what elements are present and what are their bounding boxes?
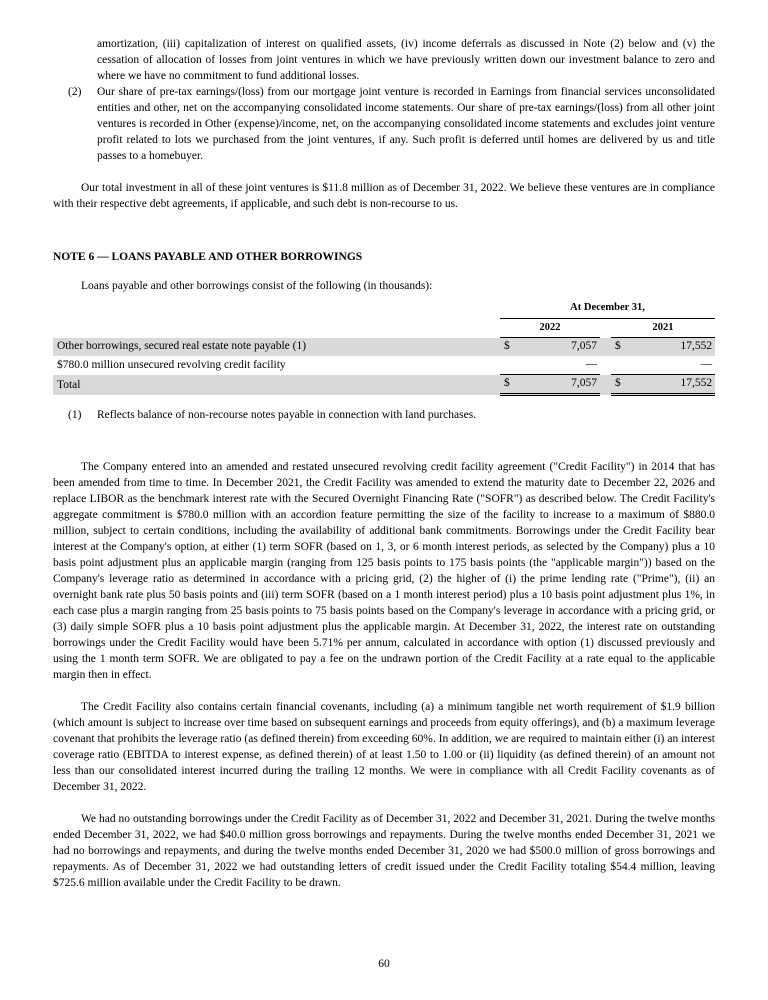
value-2021: — (627, 356, 715, 375)
paragraph-credit-facility: The Company entered into an amended and restated unsecured revolving credit facility agreement ("Credit Facility") in 2014 that has been amended from time to time. In December 2021, the Credit Facility was amended to extend the maturity date to December 22, 2026 and replace LIBOR as the benchmark interest rate with the Secured Overnight Financing Rate ("SOFR") as described below. The Credit Facility's aggregate commitment is $780.0 million with an accordion feature permitting the size of the facility to increase to a maximum of $880.0 million, subject to certain conditions, including the availability of additional bank commitments. Borrowings under the Credit Facility bear interest at the Company's option, at either (1) term SOFR (based on 1, 3, or 6 month interest periods, as selected by the Company) plus a 10 basis point adjustment plus an applicable margin (ranging from 125 basis points to 175 basis points (the "applicable margin")) based on the Company's leverage ratio as determined in accordance with a pricing grid, (2) the higher of (i) the prime lending rate ("Prime"), (ii) an overnight bank rate plus 50 basis points and (iii) term SOFR (based on a 1 month interest period) plus a 10 basis point adjustment plus 1%, in each case plus a margin ranging from 25 basis points to 75 basis points based on the Company's leverage in accordance with a pricing grid, or (3) daily simple SOFR plus a 10 basis point adjustment plus the applicable margin. At December 31, 2022, the interest rate on outstanding borrowings under the Credit Facility would have been 5.71% per annum, calculated in accordance with option (1) discussed previously and using the 1 month term SOFR. We are obligated to pay a fee on the undrawn portion of the Credit Facility at a rate equal to the applicable margin then in effect. (53, 461, 715, 681)
value-2022: — (516, 356, 600, 375)
note-heading: NOTE 6 — LOANS PAYABLE AND OTHER BORROWINGS (53, 251, 363, 263)
paragraph-covenants: The Credit Facility also contains certain financial covenants, including (a) a minimum tangible net worth requirement of $1.9 billion (which amount is subject to increase over time based on subsequent earnings and proceeds from equity offerings), and (b) a maximum leverage covenant that prohibits the leverage ratio (as defined therein) from exceeding 60%. In addition, we are required to maintain either (i) an interest coverage ratio (EBITDA to interest expense, as defined therein) of at least 1.50 to 1.00 or (ii) liquidity (as defined therein) of an amount not less than our consolidated interest incurred during the trailing 12 months. We were in compliance with all Credit Facility covenants as of December 31, 2022. (53, 701, 715, 793)
value-2021: 17,552 (627, 338, 715, 357)
currency-symbol (500, 356, 516, 375)
loans-payable-table (53, 299, 715, 396)
table-row-other-borrowings (53, 338, 715, 357)
page-number: 60 (378, 958, 390, 970)
table-period-header: At December 31, (500, 299, 715, 319)
column-gap (600, 338, 611, 357)
row-label: Other borrowings, secured real estate note payable (1) (53, 338, 500, 357)
footnote-marker: (1) (68, 409, 82, 421)
currency-symbol (611, 356, 627, 375)
column-gap (600, 319, 611, 338)
table-header-period-row (53, 299, 715, 319)
currency-symbol: $ (500, 375, 516, 395)
value-2021: 17,552 (627, 375, 715, 395)
list-item-text: Our share of pre-tax earnings/(loss) from our mortgage joint venture is recorded in Earnings from financial services unconsolidated entities and other, net on the accompanying consolidated income statements. Our share of pre-tax earnings/(loss) from all other joint ventures is recorded in Other (expense)/income, net, on the accompanying consolidated income statements and excludes joint venture profit related to lots we purchased from the joint ventures, if any. Such profit is deferred until homes are delivered by us and title passes to a homebuyer. (97, 86, 715, 162)
table-footnote (53, 407, 715, 423)
table-header-years-row (53, 319, 715, 338)
row-label: Total (53, 375, 500, 395)
value-2022: 7,057 (516, 375, 600, 395)
list-item-continuation (53, 36, 715, 84)
paragraph-investment: Our total investment in all of these joint ventures is $11.8 million as of December 31, 2022. We believe these ventures are in compliance with their respective debt agreements, if applicable, and such debt is non-recourse to us. (53, 182, 715, 210)
spacer (53, 423, 715, 443)
column-gap (600, 356, 611, 375)
currency-symbol: $ (611, 375, 627, 395)
column-gap (600, 375, 611, 395)
column-header-2022: 2022 (500, 319, 600, 338)
list-item-marker: (2) (68, 86, 82, 98)
table-row-revolving-credit (53, 356, 715, 375)
table-row-total (53, 375, 715, 395)
table-intro: Loans payable and other borrowings consist of the following (in thousands): (81, 280, 433, 292)
list-item-text: amortization, (iii) capitalization of interest on qualified assets, (iv) income deferrals as discussed in Note (2) below and (v) the cessation of allocation of losses from joint ventures in which we have previously written down our investment balance to zero and where we have no commitment to fund additional losses. (97, 38, 715, 82)
value-2022: 7,057 (516, 338, 600, 357)
column-header-2021: 2021 (611, 319, 715, 338)
footnote-text: Reflects balance of non-recourse notes payable in connection with land purchases. (97, 409, 477, 421)
currency-symbol: $ (500, 338, 516, 357)
paragraph-borrowings-activity: We had no outstanding borrowings under the Credit Facility as of December 31, 2022 and December 31, 2021. During the twelve months ended December 31, 2022, we had $40.0 million gross borrowings and repayments. During the twelve months ended December 31, 2021 we had no borrowings and repayments, and during the twelve months ended December 31, 2020 we had $500.0 million of gross borrowings and repayments. As of December 31, 2022 we had outstanding letters of credit issued under the Credit Facility totaling $54.4 million, leaving $725.6 million available under the Credit Facility to be drawn. (53, 813, 715, 889)
currency-symbol: $ (611, 338, 627, 357)
row-label: $780.0 million unsecured revolving credit facility (57, 358, 286, 371)
list-item-2 (53, 84, 715, 164)
